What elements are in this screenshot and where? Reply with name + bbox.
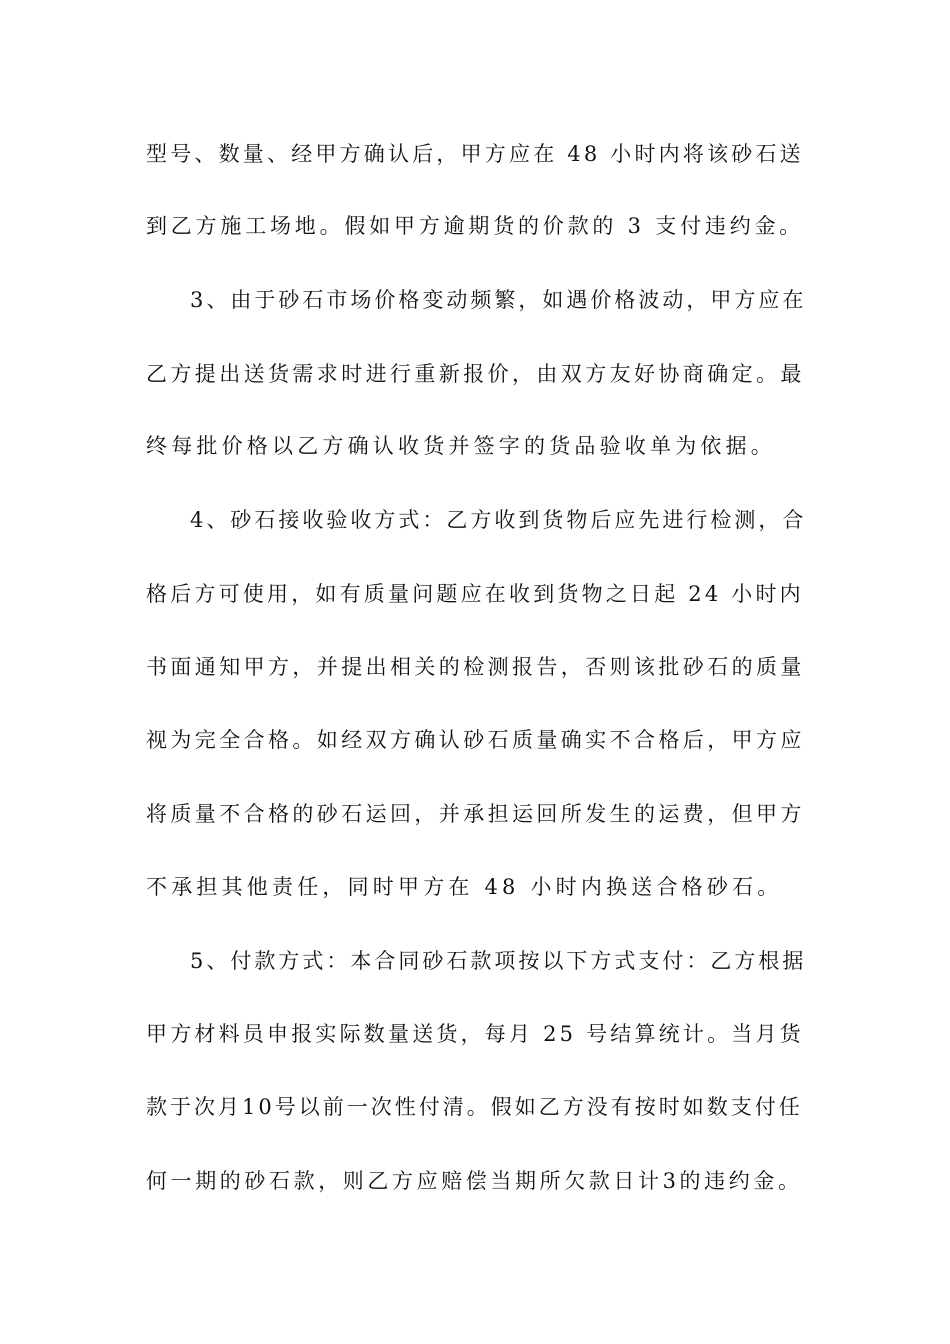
text-line: 不承担其他责任，同时甲方在 48 小时内换送合格砂石。 bbox=[146, 875, 783, 899]
clause-3-first-line: 3、由于砂石市场价格变动频繁，如遇价格波动，甲方应在 bbox=[190, 288, 807, 312]
clause-4-first-line: 4、砂石接收验收方式：乙方收到货物后应先进行检测，合 bbox=[190, 508, 807, 532]
text-line: 款于次月10号以前一次性付清。假如乙方没有按时如数支付任 bbox=[146, 1095, 803, 1119]
text-line: 书面通知甲方，并提出相关的检测报告，否则该批砂石的质量 bbox=[146, 655, 805, 679]
text-line: 甲方材料员申报实际数量送货，每月 25 号结算统计。当月货 bbox=[146, 1022, 804, 1046]
text-line: 乙方提出送货需求时进行重新报价，由双方友好协商确定。最 bbox=[146, 362, 805, 386]
text-line: 终每批价格以乙方确认收货并签字的货品验收单为依据。 bbox=[146, 434, 776, 458]
clause-5-first-line: 5、付款方式：本合同砂石款项按以下方式支付：乙方根据 bbox=[190, 949, 807, 973]
text-line: 何一期的砂石款，则乙方应赔偿当期所欠款日计3的违约金。 bbox=[146, 1169, 803, 1193]
text-line: 型号、数量、经甲方确认后，甲方应在 48 小时内将该砂石送 bbox=[146, 142, 804, 166]
text-line: 视为完全合格。如经双方确认砂石质量确实不合格后，甲方应 bbox=[146, 728, 805, 752]
text-line: 格后方可使用，如有质量问题应在收到货物之日起 24 小时内 bbox=[146, 582, 804, 606]
text-line: 到乙方施工场地。假如甲方逾期货的价款的 3 支付违约金。 bbox=[146, 214, 805, 238]
text-line: 将质量不合格的砂石运回，并承担运回所发生的运费，但甲方 bbox=[146, 802, 805, 826]
